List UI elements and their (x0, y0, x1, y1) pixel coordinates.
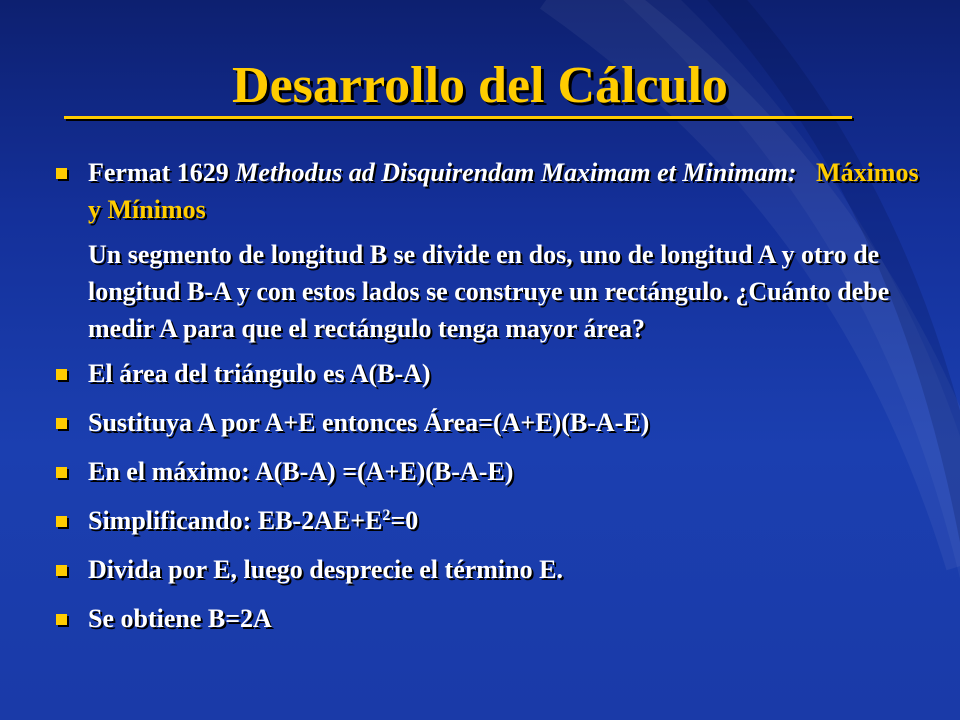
square-bullet-icon (56, 369, 67, 380)
area-text: El área del triángulo es A(B-A) (88, 359, 431, 388)
square-bullet-icon (56, 614, 67, 625)
list-item-divide (54, 551, 920, 588)
list-item-substitute (54, 404, 920, 441)
result-text: Se obtiene B=2A (88, 604, 272, 633)
slide-title: Desarrollo del Cálculo (232, 57, 728, 114)
maximum-text: En el máximo: A(B-A) =(A+E)(B-A-E) (88, 457, 514, 486)
list-item-result (54, 600, 920, 637)
square-bullet-icon (56, 565, 67, 576)
list-item-fermat (54, 154, 920, 228)
list-item-simplify (54, 502, 920, 539)
list-item-area (54, 355, 920, 392)
divide-text: Divida por E, luego desprecie el término E. (88, 555, 563, 584)
list-item-maximum (54, 453, 920, 490)
square-bullet-icon (56, 516, 67, 527)
slide-body (54, 154, 920, 637)
square-bullet-icon (56, 467, 67, 478)
fermat-topic: Máximos y Mínimos (88, 158, 919, 224)
simplify-exponent: 2 (382, 507, 391, 525)
title-underline (64, 116, 852, 119)
simplify-suffix: =0 (390, 506, 419, 535)
square-bullet-icon (56, 168, 67, 179)
problem-statement: Un segmento de longitud B se divide en dos, uno de longitud A y otro de longitud B-A y con estos lados se construye un rectángulo. ¿Cuánto debe medir A para que el rectángulo tenga mayor área? (88, 240, 890, 343)
square-bullet-icon (56, 418, 67, 429)
simplify-text: Simplificando: EB-2AE+E (88, 506, 383, 535)
fermat-work-title: Methodus ad Disquirendam Maximam et Minimam: (235, 158, 797, 187)
fermat-lead: Fermat 1629 (88, 158, 236, 187)
substitute-text: Sustituya A por A+E entonces Área=(A+E)(B-A-E) (88, 408, 650, 437)
